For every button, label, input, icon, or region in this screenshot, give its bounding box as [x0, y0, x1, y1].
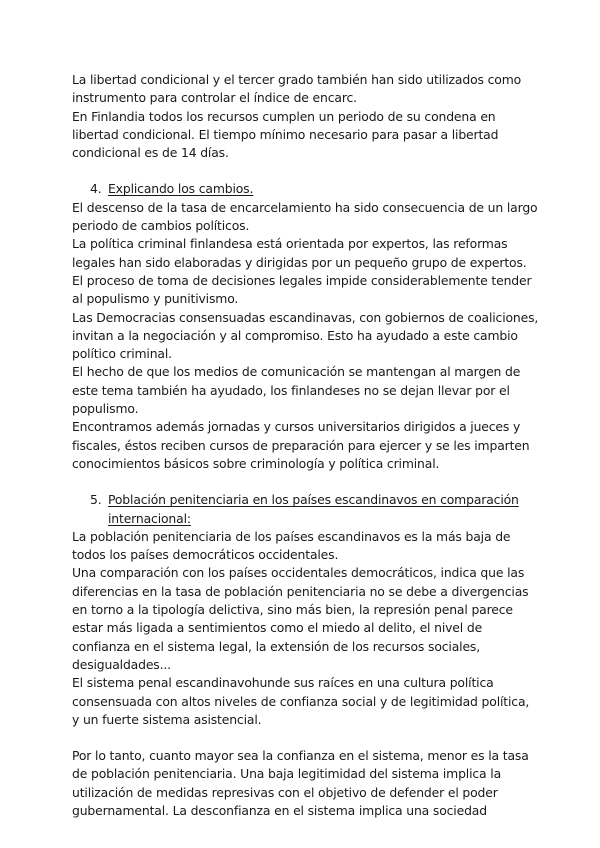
section-4-paragraph: La política criminal finlandesa está orientada por expertos, las reformas legales han sido elaboradas y dirigidas por un pequeño grupo de expertos.	[72, 236, 527, 270]
intro-paragraph-1: La libertad condicional y el tercer grado también han sido utilizados como instrumento para controlar el índice de encarc.	[72, 72, 522, 106]
document-page	[72, 71, 540, 820]
spacer	[72, 729, 540, 747]
intro-paragraph-2: En Finlandia todos los recursos cumplen un periodo de su condena en libertad condicional. El tiempo mínimo necesario para pasar a libertad condicional es de 14 días.	[72, 108, 499, 161]
section-5-paragraph: El sistema penal escandinavohunde sus raíces en una cultura política consensuada con altos niveles de confianza social y de legitimidad política, y un fuerte sistema asistencial.	[72, 675, 530, 727]
section-4-paragraph: Las Democracias consensuadas escandinavas, con gobiernos de coaliciones, invitan a la negociación y al compromiso. Esto ha ayudado a este cambio político criminal.	[72, 309, 539, 362]
closing-paragraph: Por lo tanto, cuanto mayor sea la confianza en el sistema, menor es la tasa de población penitenciaria. Una baja legitimidad del sistema implica la utilización de medidas represivas con el objetivo de defender el poder gubernamental. La desconfianza en el sistema implica una sociedad	[72, 748, 529, 818]
section-5-paragraph: La población penitenciaria de los países escandinavos es la más baja de todos los países democráticos occidentales.	[72, 528, 511, 563]
section-5-title: Población penitenciaria en los países escandinavos en comparación internacional:	[108, 492, 519, 526]
section-5-paragraph: Una comparación con los países occidentales democráticos, indica que las diferencias en la tasa de población penitenciaria no se debe a divergencias en torno a la tipología delictiva, sino más bien, la represión penal parece estar más ligada a sentimientos como el miedo al delito, el nivel de confianza en el sistema legal, la extensión de los recursos sociales, desigualdades...	[72, 565, 529, 672]
section-4-number: 4.	[90, 181, 102, 197]
spacer	[72, 473, 540, 491]
section-4-title: Explicando los cambios.	[108, 181, 254, 197]
section-4-heading	[72, 180, 540, 198]
section-4-paragraph: El proceso de toma de decisiones legales impide considerablemente tender al populismo y punitivismo.	[72, 272, 532, 307]
section-4-paragraph: El descenso de la tasa de encarcelamiento ha sido consecuencia de un largo periodo de cambios políticos.	[72, 199, 538, 234]
section-4-paragraph: El hecho de que los medios de comunicación se mantengan al margen de este tema también ha ayudado, los finlandeses no se dejan llevar por el populismo.	[72, 364, 521, 417]
section-5-number: 5.	[90, 492, 102, 508]
section-5-heading	[72, 491, 540, 528]
section-4-paragraph: Encontramos además jornadas y cursos universitarios dirigidos a jueces y fiscales, éstos reciben cursos de preparación para ejercer y se les imparten conocimientos básicos sobre criminología y política criminal.	[72, 419, 530, 471]
spacer	[72, 162, 540, 180]
